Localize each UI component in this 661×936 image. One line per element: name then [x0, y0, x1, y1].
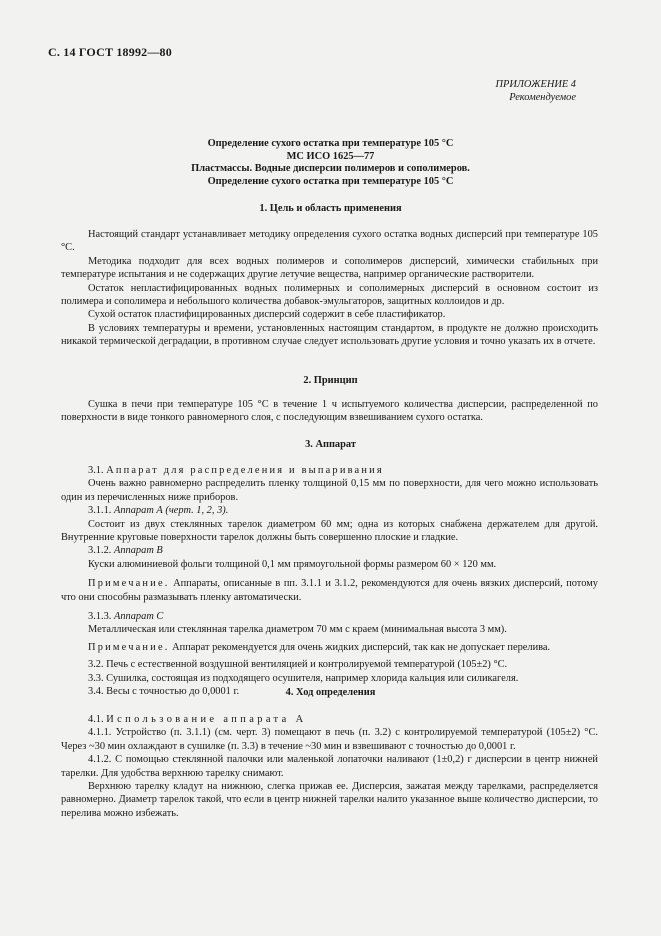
- title-line: Определение сухого остатка при температуре 105 °С: [207, 175, 454, 187]
- item-number: 3.1.1.: [88, 505, 112, 517]
- page-header: С. 14 ГОСТ 18992—80: [48, 45, 172, 59]
- paragraph: 4.1.1. Устройство (п. 3.1.1) (см. черт. 3) помещают в печь (п. 3.2) с контролируемой температурой (105±2) °С. Через ~30 мин охлаждают в сушилке (п. 3.3) в течение ~30 мин и взвешивают с точностью до 0,0001 г.: [61, 727, 598, 752]
- item-label: Аппарат В: [114, 545, 163, 557]
- appendix-label: ПРИЛОЖЕНИЕ 4: [495, 79, 576, 90]
- paragraph: 3.2. Печь с естественной воздушной вентиляцией и контролируемой температурой (105±2) °С.: [88, 659, 508, 671]
- section-1-body: [61, 228, 598, 349]
- item-3-1-2: [61, 544, 598, 557]
- appendix-status: Рекомендуемое: [509, 92, 576, 103]
- paragraph: Очень важно равномерно распределить пленку толщиной 0,15 мм по поверхности, для чего можно использовать один из перечисленных ниже приборов.: [61, 478, 598, 503]
- paragraph: 3.4. Весы с точностью до 0,0001 г.: [88, 686, 240, 698]
- paragraph: Методика подходит для всех водных полимеров и сополимеров дисперсий, химически стабильных при температуре испытания и не содержащих другие летучие вещества, например органические растворители.: [61, 255, 598, 281]
- section-2-heading: 2. Принцип: [303, 375, 358, 386]
- title-line: МС ИСО 1625—77: [286, 150, 375, 162]
- item-number: 3.1.2.: [88, 545, 112, 557]
- note-label: Примечание.: [88, 578, 170, 590]
- title-line: Пластмассы. Водные дисперсии полимеров и сополимеров.: [191, 163, 470, 175]
- subsection-title: Использование аппарата А: [106, 714, 307, 725]
- section-4-heading: 4. Ход определения: [285, 687, 376, 698]
- section-1-heading: 1. Цель и область применения: [259, 203, 402, 214]
- paragraph: Состоит из двух стеклянных тарелок диаметром 60 мм; одна из которых снабжена держателем для другой. Внутренние круговые поверхности тарелок должны быть совершенно плоские и гладкие.: [61, 518, 598, 544]
- subsection-title: Аппарат для распределения и выпаривания: [106, 465, 384, 476]
- title-line: Определение сухого остатка при температуре 105 °С: [207, 138, 454, 149]
- note: [61, 641, 598, 654]
- document-title: [0, 138, 661, 188]
- paragraph: 4.1.2. С помощью стеклянной палочки или маленькой лопаточки наливают (1±0,2) г дисперсии в центр нижней тарелки. Для удобства верхнюю тарелку снимают.: [61, 754, 598, 779]
- subsection-4-1: [61, 713, 598, 726]
- item-3-1-1: [61, 504, 598, 517]
- section-4-body: [61, 713, 598, 820]
- section-2-body: [61, 398, 598, 425]
- paragraph: Куски алюминиевой фольги толщиной 0,1 мм прямоугольной формы размером 60 × 120 мм.: [88, 558, 497, 570]
- paragraph: Остаток непластифицированных водных полимерных и сополимерных дисперсий в основном состоит из полимера и сополимера и небольшого количества добавок-эмульгаторов, защитных коллоидов и др.: [61, 282, 598, 308]
- note-text: Аппарат рекомендуется для очень жидких дисперсий, так как не допускает перелива.: [172, 641, 551, 653]
- paragraph: Металлическая или стеклянная тарелка диаметром 70 мм с краем (минимальная высота 3 мм).: [88, 624, 507, 636]
- item-number: 4.1.: [88, 714, 104, 725]
- item-number: 3.1.3.: [88, 611, 112, 623]
- note: [61, 577, 598, 604]
- paragraph: 3.3. Сушилка, состоящая из подходящего осушителя, например хлорида кальция или силикагеля.: [88, 672, 519, 684]
- section-3-body: [61, 464, 598, 699]
- item-label: Аппарат С: [114, 611, 164, 623]
- paragraph: Настоящий стандарт устанавливает методику определения сухого остатка водных дисперсий при температуре 105 °С.: [61, 229, 598, 254]
- paragraph: Сухой остаток пластифицированных дисперсий содержит в себе пластификатор.: [88, 309, 446, 321]
- appendix-block: [495, 78, 576, 104]
- section-3-heading: 3. Аппарат: [305, 439, 356, 450]
- subsection-3-1: [61, 464, 598, 477]
- item-label: Аппарат А (черт. 1, 2, 3).: [114, 505, 229, 517]
- note-label: Примечание.: [88, 641, 170, 653]
- note-text: Аппараты, описанные в пп. 3.1.1 и 3.1.2, рекомендуются для очень вязких дисперсий, потому что они способны размазывать пленку автоматически.: [61, 578, 598, 603]
- paragraph: Верхнюю тарелку кладут на нижнюю, слегка прижав ее. Дисперсия, зажатая между тарелками, распределяется равномерно. Диаметр тарелок такой, что если в центр нижней тарелки налито указанное выше количество дисперсии, то перелива можно избежать.: [61, 781, 598, 819]
- paragraph: В условиях температуры и времени, установленных настоящим стандартом, в продукте не должно происходить никакой термической деградации, в противном случае следует использовать другие условия и точно указать их в отчете.: [61, 322, 598, 348]
- item-number: 3.1.: [88, 465, 104, 476]
- item-3-1-3: [61, 610, 598, 623]
- paragraph: Сушка в печи при температуре 105 °С в течение 1 ч испытуемого количества дисперсии, распределенной по поверхности в виде тонкого равномерного слоя, с последующим взвешиванием сухого остатка.: [61, 399, 598, 424]
